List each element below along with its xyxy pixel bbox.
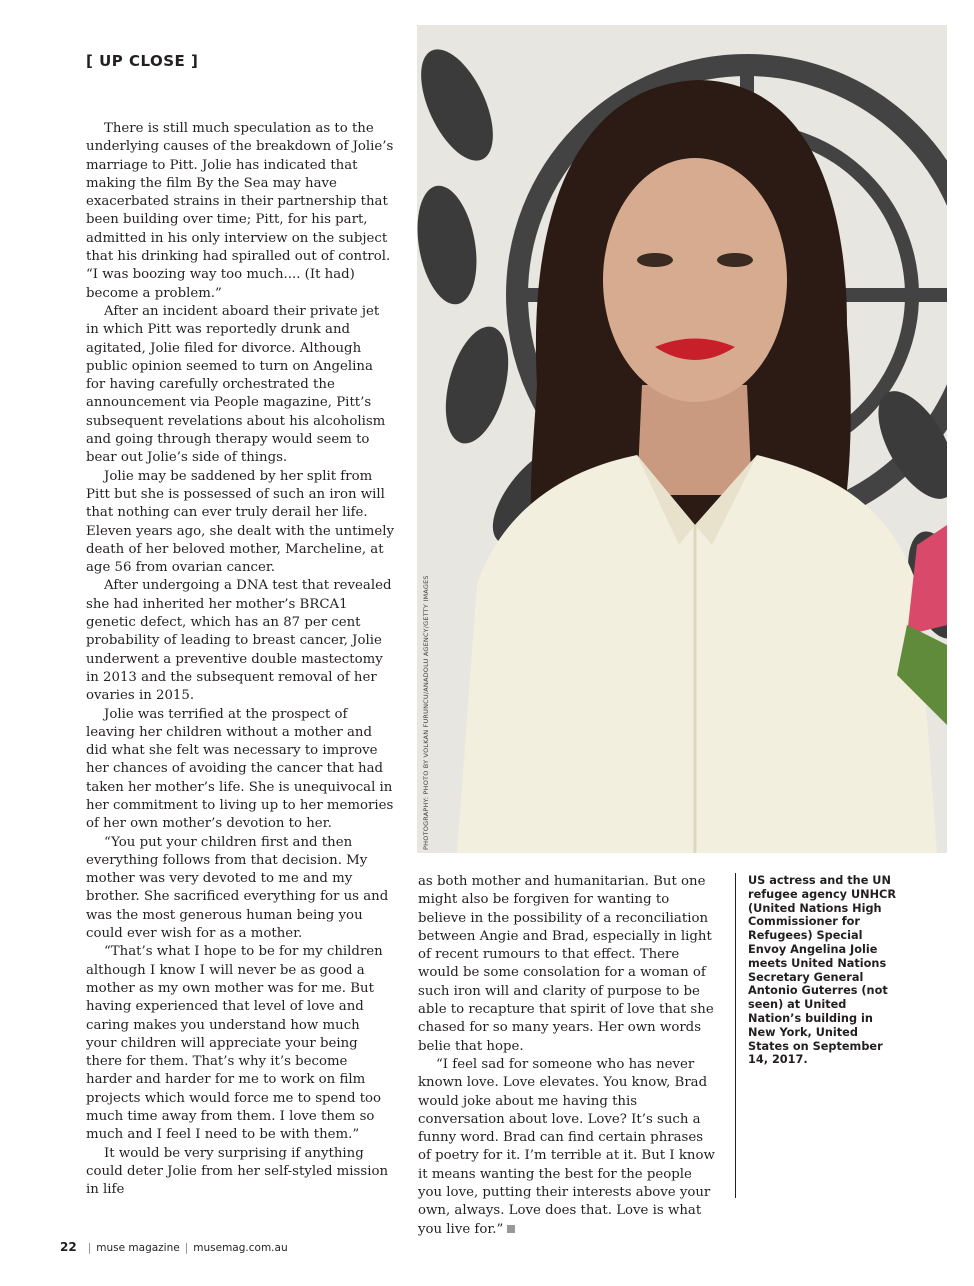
page-footer xyxy=(60,1240,288,1254)
paragraph: “You put your children first and then everything follows from that decision. My mother was very devoted to me and my brother. She sacrificed everything for us and was the most generous human being you could ever wish for as a mother. xyxy=(86,834,389,942)
portrait-photo xyxy=(417,25,947,853)
photo-caption: US actress and the UN refugee agency UNHCR (United Nations High Commissioner for Refugees) Special Envoy Angelina Jolie meets United Nations Secretary General Antonio Guterres (not seen) at United Nation’s building in New York, United States on September 14, 2017. xyxy=(748,874,897,1067)
article-left-column xyxy=(86,120,394,1200)
paragraph: It would be very surprising if anything could deter Jolie from her self-styled mission in life xyxy=(86,1145,389,1198)
article-middle-column xyxy=(418,873,720,1239)
paragraph: There is still much speculation as to the underlying causes of the breakdown of Jolie’s marriage to Pitt. Jolie has indicated that making the film By the Sea may have exacerbated strains in their partnership that been building over time; Pitt, for his part, admitted in his only interview on the subject that his drinking had spiralled out of control. “I was boozing way too much.... (It had) become a problem.” xyxy=(86,121,394,301)
paragraph: Jolie may be saddened by her split from Pitt but she is possessed of such an iron will that nothing can ever truly derail her life. Eleven years ago, she dealt with the untimely death of her beloved mother, Marcheline, at age 56 from ovarian cancer. xyxy=(86,468,394,576)
end-mark-icon xyxy=(507,1225,515,1233)
paragraph: as both mother and humanitarian. But one might also be forgiven for wanting to believe in the possibility of a reconciliation between Angie and Brad, especially in light of recent rumours to that effect. There would be some consolation for a woman of such iron will and clarity of purpose to be able to recapture that spirit of love that she chased for so many years. Her own words belie that hope. xyxy=(418,874,714,1054)
paragraph-text: “I feel sad for someone who has never known love. Love elevates. You know, Brad would joke about me having this conversation about love. Love? It’s such a funny word. Brad can find certain phrases of poetry for it. I’m terrible at it. But I know it means wanting the best for the people you love, putting their interests above your own, always. Love does that. Love is what you live for.” xyxy=(418,1056,715,1237)
paragraph: “That’s what I hope to be for my children although I know I will never be as good a mother as my own mother was for me. But having experienced that level of love and caring makes you understand how much your children will appreciate your being there for them. That’s why it’s become harder and harder for me to work on film projects which would force me to spend too much time away from them. I love them so much and I feel I need to be with them.” xyxy=(86,944,383,1143)
paragraph: Jolie was terrified at the prospect of leaving her children without a mother and did what she felt was necessary to improve her chances of avoiding the cancer that had taken her mother’s life. She is unequivocal in her commitment to living up to her memories of her own mother’s devotion to her. xyxy=(86,706,394,832)
photo-credit: PHOTOGRAPHY: PHOTO BY VOLKAN FURUNCU/ANADOLU AGENCY/GETTY IMAGES xyxy=(422,575,430,850)
footer-separator: | xyxy=(87,1242,92,1254)
footer-separator: | xyxy=(184,1242,189,1254)
caption-divider xyxy=(735,873,736,1198)
magazine-name: muse magazine xyxy=(96,1242,180,1254)
portrait-illustration xyxy=(417,25,947,853)
page-number: 22 xyxy=(60,1240,77,1254)
section-tag: [ UP CLOSE ] xyxy=(86,52,199,70)
website-link[interactable]: musemag.com.au xyxy=(193,1242,288,1254)
paragraph xyxy=(418,1056,720,1239)
paragraph: After undergoing a DNA test that revealed she had inherited her mother’s BRCA1 genetic defect, which has an 87 per cent probability of leading to breast cancer, Jolie underwent a preventive double mastectomy in 2013 and the subsequent removal of her ovaries in 2015. xyxy=(86,578,392,704)
paragraph: After an incident aboard their private jet in which Pitt was reportedly drunk and agitated, Jolie filed for divorce. Although public opinion seemed to turn on Angelina for having carefully orchestrated the announcement via People magazine, Pitt’s subsequent revelations about his alcoholism and going through therapy would seem to bear out Jolie’s side of things. xyxy=(86,303,386,466)
